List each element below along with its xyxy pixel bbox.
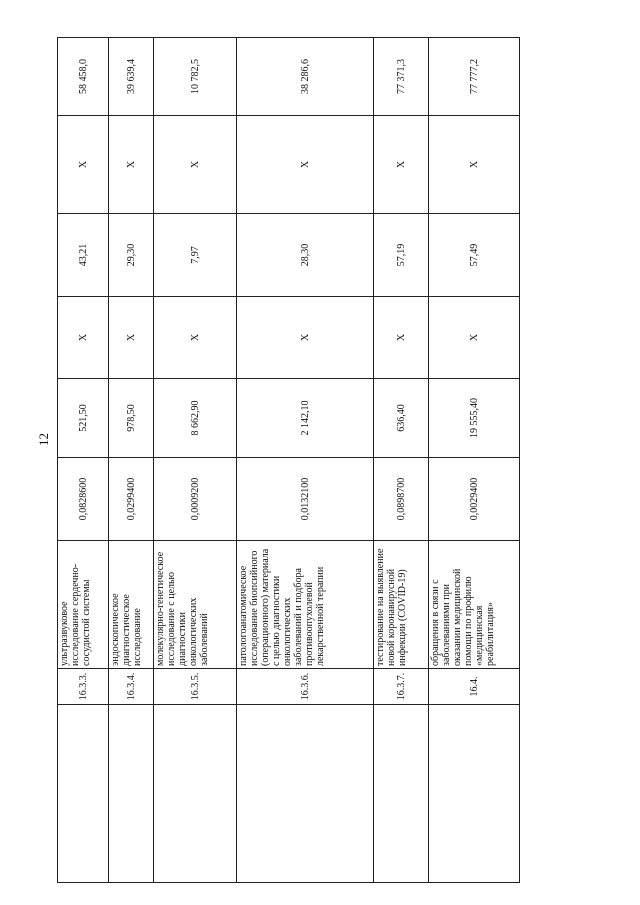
row-name: обращения в связи с заболеваниями при оказании медицинской помощи по профилю «медицинская реабилитация» — [429, 541, 520, 669]
row-value-1: 0,0132100 — [237, 458, 374, 541]
row-code: 16.4. — [429, 669, 520, 705]
row-value-6: 38 286,6 — [237, 38, 374, 116]
row-name: ультразвуковое исследование сердечно-сосудистой системы — [58, 541, 109, 669]
row-value-1: 0,0828600 — [58, 458, 109, 541]
row-value-3: X — [237, 297, 374, 379]
row-value-5: X — [58, 116, 109, 214]
row-name: молекулярно-генетическое исследование с целью диагностики онкологических заболеваний — [154, 541, 237, 669]
row-value-2: 636,40 — [374, 379, 429, 458]
row-value-5: X — [154, 116, 237, 214]
row-name: патологоанатомическое исследование биопсийного (операционного) материала с целью диагностики онкологических заболеваний и подбора противоопухолевой лекарственной терапии — [237, 541, 374, 669]
row-value-3: X — [109, 297, 154, 379]
row-value-2: 8 662,90 — [154, 379, 237, 458]
row-value-6: 77 371,3 — [374, 38, 429, 116]
row-name: эндоскопическое диагностическое исследование — [109, 541, 154, 669]
rotated-table-container — [57, 38, 519, 883]
row-value-1: 0,0898700 — [374, 458, 429, 541]
empty-cell — [109, 705, 154, 883]
tariff-table — [57, 37, 520, 883]
table-row — [429, 38, 520, 883]
empty-cell — [237, 705, 374, 883]
table-row — [237, 38, 374, 883]
row-value-6: 10 782,5 — [154, 38, 237, 116]
page-number: 12 — [36, 433, 51, 446]
row-value-2: 2 142,10 — [237, 379, 374, 458]
row-value-6: 58 458,0 — [58, 38, 109, 116]
row-value-6: 77 777,2 — [429, 38, 520, 116]
row-code: 16.3.4. — [109, 669, 154, 705]
table-row — [58, 38, 109, 883]
empty-cell — [429, 705, 520, 883]
row-value-6: 39 639,4 — [109, 38, 154, 116]
row-value-4: 57,49 — [429, 214, 520, 297]
row-value-4: 57,19 — [374, 214, 429, 297]
empty-cell — [58, 705, 109, 883]
row-value-2: 978,50 — [109, 379, 154, 458]
row-value-5: X — [237, 116, 374, 214]
row-value-5: X — [109, 116, 154, 214]
row-code: 16.3.5. — [154, 669, 237, 705]
empty-cell — [154, 705, 237, 883]
row-value-1: 0,0299400 — [109, 458, 154, 541]
row-value-4: 29,30 — [109, 214, 154, 297]
table-row — [109, 38, 154, 883]
row-value-1: 0,0029400 — [429, 458, 520, 541]
table-row — [154, 38, 237, 883]
empty-cell — [374, 705, 429, 883]
row-value-1: 0,0009200 — [154, 458, 237, 541]
row-value-4: 28,30 — [237, 214, 374, 297]
row-value-3: X — [58, 297, 109, 379]
row-code: 16.3.7. — [374, 669, 429, 705]
row-code: 16.3.3. — [58, 669, 109, 705]
row-value-3: X — [429, 297, 520, 379]
row-value-5: X — [429, 116, 520, 214]
row-value-4: 43,21 — [58, 214, 109, 297]
row-value-2: 19 555,40 — [429, 379, 520, 458]
row-code: 16.3.6. — [237, 669, 374, 705]
row-value-4: 7,97 — [154, 214, 237, 297]
row-value-2: 521,50 — [58, 379, 109, 458]
row-name: тестирование на выявление новой коронавирусной инфекции (COVID-19) — [374, 541, 429, 669]
row-value-5: X — [374, 116, 429, 214]
table-row — [374, 38, 429, 883]
row-value-3: X — [374, 297, 429, 379]
row-value-3: X — [154, 297, 237, 379]
